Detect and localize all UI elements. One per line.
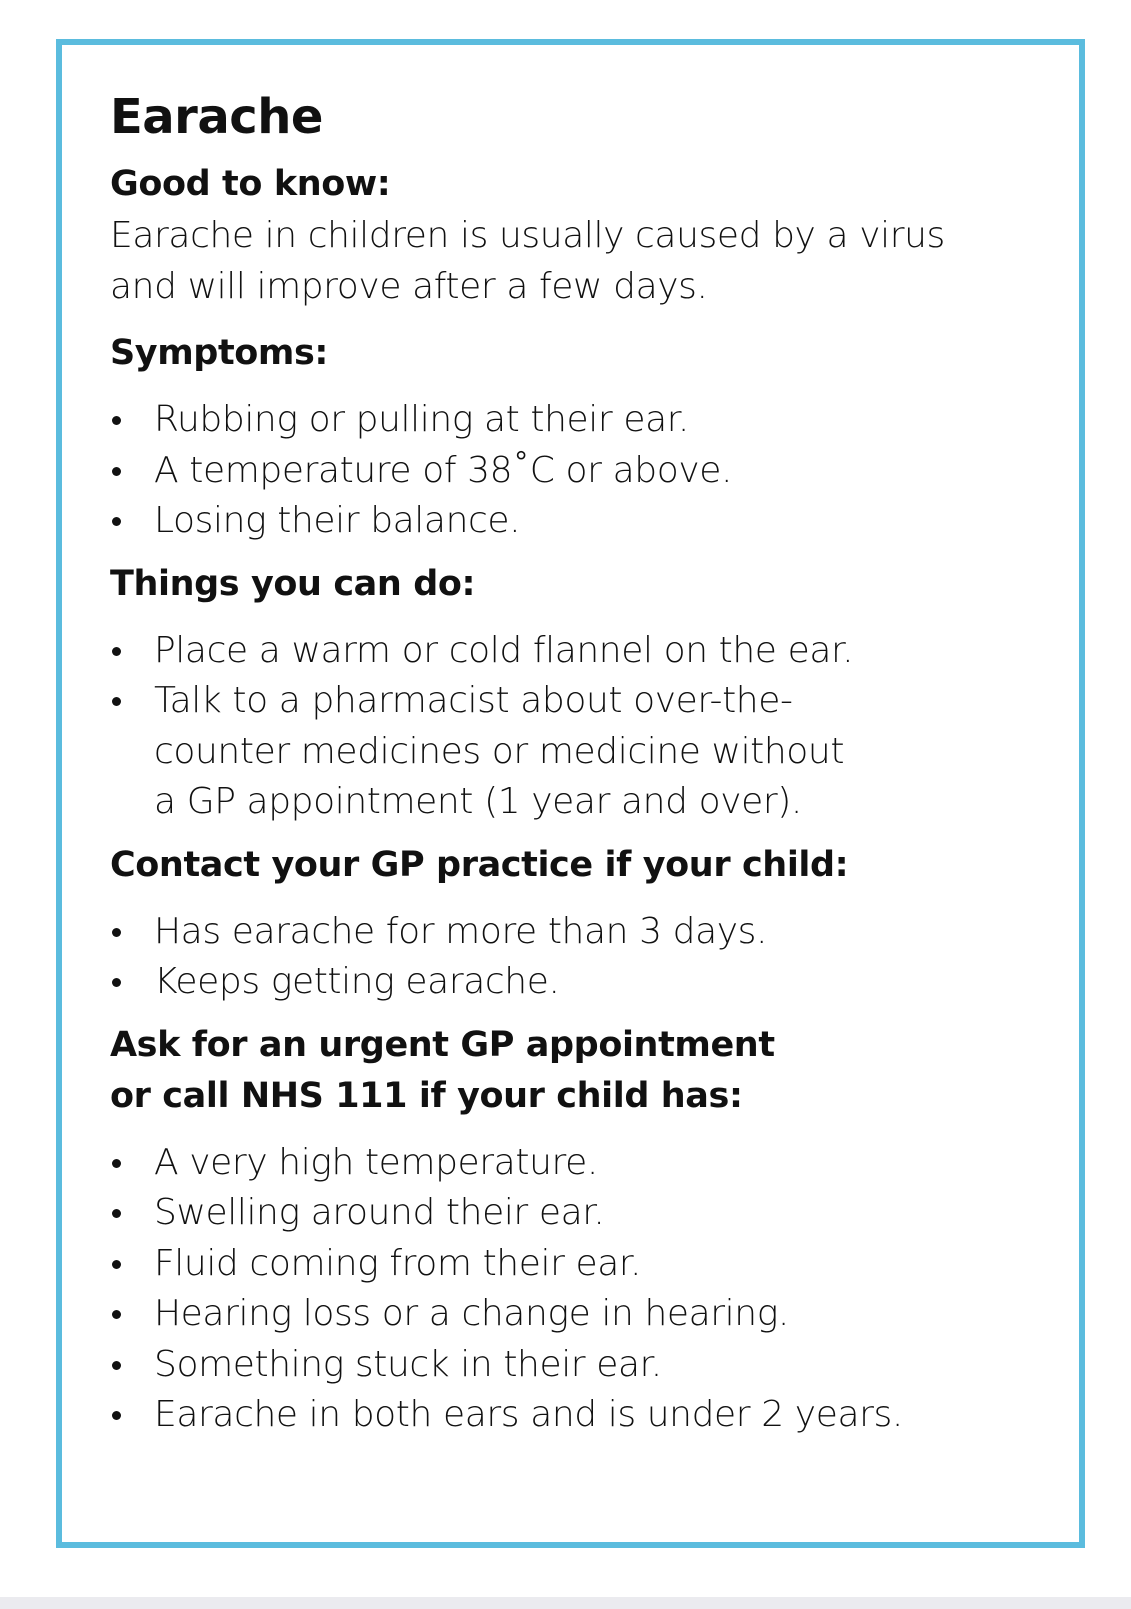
contact-gp-list bbox=[110, 907, 1039, 1008]
urgent-heading bbox=[110, 1020, 1039, 1122]
list-item: Keeps getting earache. bbox=[110, 957, 1039, 1008]
urgent-heading-line1: Ask for an urgent GP appointment bbox=[110, 1024, 775, 1065]
good-to-know-section bbox=[110, 159, 1039, 312]
urgent-section bbox=[110, 1020, 1039, 1441]
list-item: Losing their balance. bbox=[110, 496, 1039, 547]
good-to-know-heading: Good to know: bbox=[110, 164, 391, 204]
symptoms-heading: Symptoms: bbox=[110, 333, 329, 373]
symptoms-section bbox=[110, 328, 1039, 547]
things-you-can-do-list bbox=[110, 626, 1039, 828]
bullet-icon bbox=[112, 1411, 121, 1420]
list-item: Talk to a pharmacist about over-the-counter medicines or medicine without a GP appointment (1 year and over). bbox=[110, 676, 874, 828]
page-bottom-strip bbox=[0, 1597, 1131, 1609]
list-item: Has earache for more than 3 days. bbox=[110, 907, 1039, 958]
bullet-icon bbox=[112, 467, 121, 476]
things-you-can-do-heading: Things you can do: bbox=[110, 563, 476, 604]
bullet-icon bbox=[112, 1209, 121, 1218]
list-item: Fluid coming from their ear. bbox=[110, 1239, 1039, 1290]
earache-info-card bbox=[56, 39, 1085, 1548]
things-you-can-do-section bbox=[110, 559, 1039, 828]
symptoms-list bbox=[110, 395, 1039, 547]
bullet-icon bbox=[112, 647, 121, 656]
bullet-icon bbox=[112, 517, 121, 526]
good-to-know-text: Earache in children is usually caused by a virus and will improve after a few days. bbox=[110, 215, 945, 307]
list-item: Swelling around their ear. bbox=[110, 1188, 1039, 1239]
urgent-list bbox=[110, 1138, 1039, 1441]
bullet-icon bbox=[112, 1310, 121, 1319]
card-content bbox=[110, 85, 1039, 1453]
list-item: A temperature of 38˚C or above. bbox=[110, 446, 1039, 497]
contact-gp-section bbox=[110, 840, 1039, 1008]
urgent-heading-line2: or call NHS 111 if your child has: bbox=[110, 1075, 743, 1116]
list-item: Hearing loss or a change in hearing. bbox=[110, 1289, 1039, 1340]
bullet-icon bbox=[112, 1159, 121, 1168]
list-item: Rubbing or pulling at their ear. bbox=[110, 395, 1039, 446]
list-item: Earache in both ears and is under 2 years. bbox=[110, 1390, 1039, 1441]
bullet-icon bbox=[112, 1260, 121, 1269]
bullet-icon bbox=[112, 1361, 121, 1370]
list-item: A very high temperature. bbox=[110, 1138, 1039, 1189]
contact-gp-heading: Contact your GP practice if your child: bbox=[110, 844, 849, 885]
bullet-icon bbox=[112, 978, 121, 987]
bullet-icon bbox=[112, 416, 121, 425]
bullet-icon bbox=[112, 697, 121, 706]
list-item: Place a warm or cold flannel on the ear. bbox=[110, 626, 1039, 677]
card-title: Earache bbox=[110, 89, 323, 145]
list-item: Something stuck in their ear. bbox=[110, 1340, 1039, 1391]
bullet-icon bbox=[112, 928, 121, 937]
